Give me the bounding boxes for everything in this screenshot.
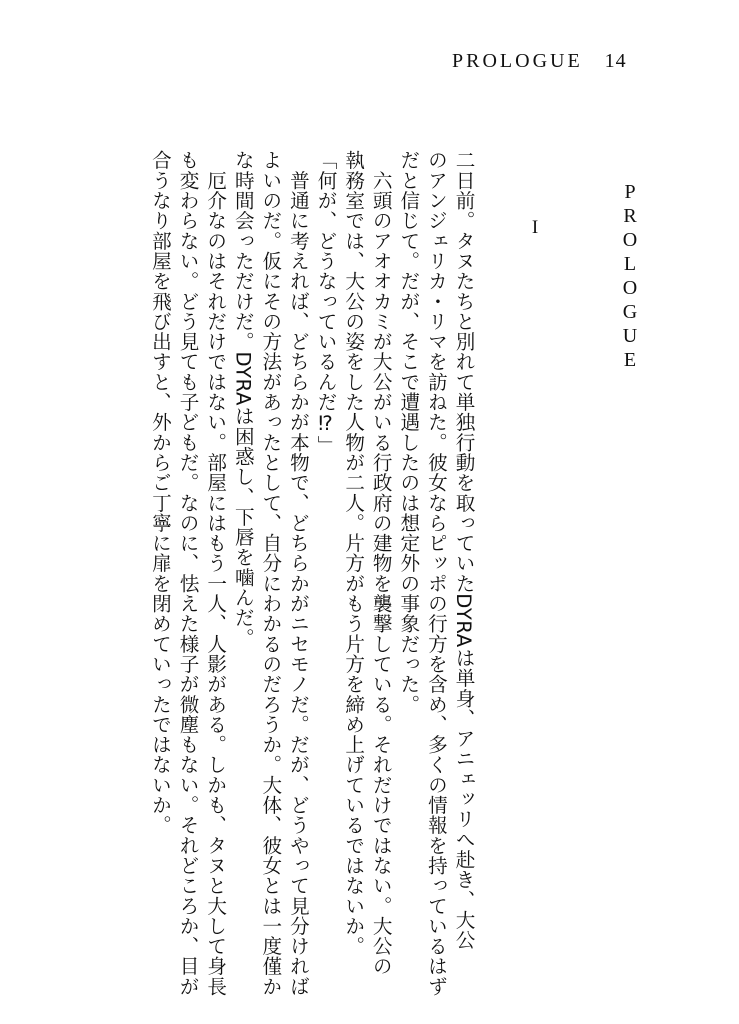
page-number: 14 [604,50,627,72]
section-number: I [531,217,539,238]
chapter-title: PROLOGUE [619,181,641,373]
body-line: 六頭のアオオカミが大公がいる行政府の建物を襲撃している。それだけではない。大公の [369,150,393,977]
body-line: 「何が、どうなっているんだ⁉」 [314,150,338,456]
running-head [452,50,692,82]
body-text [146,150,477,997]
body-line: のアンジェリカ・リマを訪ねた。彼女ならピッポの行方を含め、多くの情報を持っているはず [424,150,448,997]
body-line: よいのだ。仮にその方法があったとして、自分にわかるのだろうか。大体、彼女とは一度僅か [258,150,282,997]
body-line: だと信じて。だが、そこで遭遇したのは想定外の事象だった。 [396,150,420,715]
body-line: も変わらない。どう見ても子どもだ。なのに、怯えた様子が微塵もない。それどころか、目が [176,150,200,997]
running-head-title: PROLOGUE [452,50,583,72]
body-line: 普通に考えれば、どちらかが本物で、どちらかがニセモノだ。だが、どうやって見分ければ [286,150,310,997]
body-line: 二日前。タヌたちと別れて単独行動を取っていたDYRAは単身、アニェッリへ赴き、大公 [452,150,475,950]
body-line: 合うなり部屋を飛び出すと、外からご丁寧に扉を閉めていったではないか。 [148,150,172,836]
body-line: 厄介なのはそれだけではない。部屋にはもう一人、人影がある。しかも、タヌと大して身長 [203,150,227,997]
body-line: な時間会っただけだ。DYRAは困惑し、下唇を噛んだ。 [231,150,255,648]
body-line: 執務室では、大公の姿をした人物が二人。片方がもう片方を締め上げているではないか。 [341,150,365,956]
